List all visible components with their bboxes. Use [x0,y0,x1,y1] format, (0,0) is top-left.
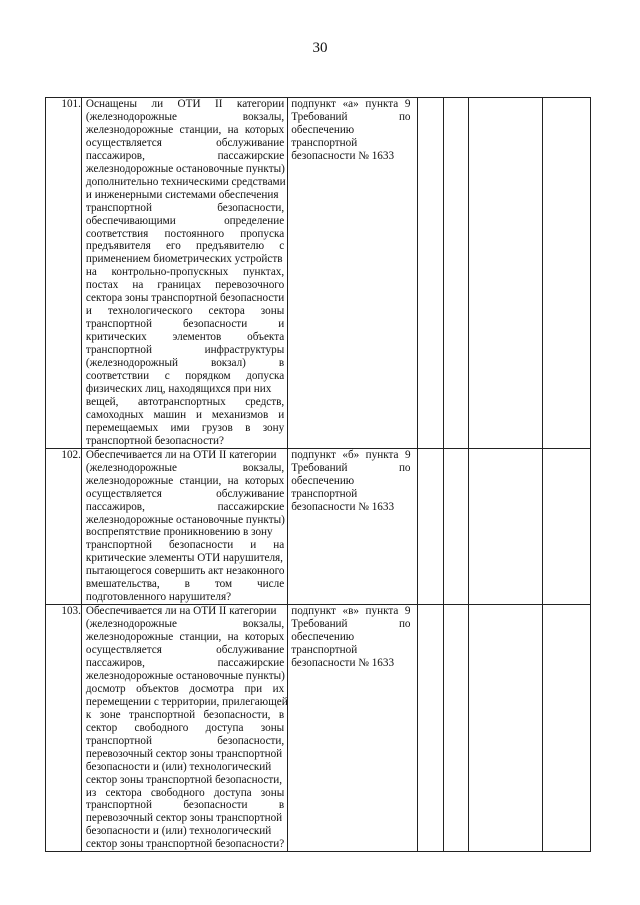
word: обеспечению [291,474,355,487]
word: безопасности, [217,201,285,214]
word: категории [236,98,285,110]
question-line [82,722,287,735]
empty-cell [417,98,444,449]
question-line [82,176,287,189]
word: досмотра [189,682,234,695]
word: перемещении с территории, прилегающей [85,695,288,708]
word: механизмов [211,408,269,421]
word: «а» [342,98,359,110]
word: соответствии [85,370,150,383]
word: (железнодорожные [85,461,177,474]
word: безопасности № 1633 [291,656,395,669]
word: подготовленного нарушителя? [85,591,232,604]
word: пытающегося совершить акт незаконного [85,565,285,578]
question-line [82,838,287,851]
question-line [82,98,287,111]
reference-line [288,644,416,657]
question-line [82,409,287,422]
question-line [82,124,287,137]
word: объекта [247,331,285,344]
word: обслуживание [216,487,285,500]
word: пассажирские [217,149,285,162]
word: определение [224,214,285,227]
word: (железнодорожные [85,110,177,123]
question-line [82,696,287,709]
word: воспрепятствие проникновению в зону [85,526,273,539]
reference-line [288,124,416,137]
word: транспортной безопасности? [85,434,224,447]
row-number: 103. [46,605,82,852]
word: которых [244,631,285,644]
question-line [82,422,287,435]
word: (железнодорожные [85,618,177,631]
word: безопасности [183,799,248,812]
word: транспортной [85,539,152,552]
word: по [398,618,411,631]
word: 9 [404,448,411,461]
word: обеспечению [291,631,355,644]
question-line [82,709,287,722]
word: безопасности, [217,734,285,747]
page-number: 30 [312,40,328,56]
question-line [82,475,287,488]
question-line [82,605,287,618]
question-cell [81,98,287,449]
reference-cell [288,605,417,852]
word: зоны [260,721,285,734]
word: Обеспечивается ли на ОТИ II категории [85,448,277,461]
reference-line [288,657,416,670]
word: Оснащены [85,98,138,110]
word: постах [85,279,119,292]
reference-line [288,475,416,488]
reference-line [288,501,416,514]
word: подпункт [291,448,336,461]
reference-line [288,150,416,163]
word: на [132,279,144,292]
word: зоны [260,305,285,318]
word: безопасности [182,318,248,331]
word: из [85,786,97,799]
word: железнодорожные остановочные пункты) [85,513,285,526]
word: ими [170,421,190,434]
word: критических [85,331,147,344]
word: транспортной [85,734,152,747]
row-number: 101. [46,98,82,449]
question-line [82,305,287,318]
reference-line [288,605,416,618]
word: Требований [291,618,348,631]
word: вокзалы, [242,461,285,474]
word: подпункт [291,605,336,618]
word: безопасности № 1633 [291,149,395,162]
word: на [85,266,97,279]
word: свободного [150,786,205,799]
word: том [214,578,233,591]
word: безопасности, [203,708,271,721]
question-line [82,825,287,838]
question-line [82,539,287,552]
word: безопасности № 1633 [291,500,395,513]
word: транспортной [291,136,358,149]
word: его [165,240,181,253]
empty-cell [542,448,590,604]
word: критические элементы ОТИ нарушителя, [85,552,283,565]
word: транспортной [85,201,152,214]
word: транспортной [291,644,358,657]
word: на [273,539,285,552]
word: применением биометрических устройств [85,253,283,266]
question-line [82,253,287,266]
word: зоны [260,786,285,799]
word: пунктах, [242,266,285,279]
word: и [195,408,202,421]
question-line [82,357,287,370]
word: перевозочный сектор зоны транспортной [85,812,283,825]
word: их [272,682,285,695]
word: обеспечивающими [85,214,176,227]
word: пункта [365,448,399,461]
word: станции, [179,123,222,136]
word: и [278,318,285,331]
word: контрольно-пропускных [111,266,229,279]
word: сектора [105,786,142,799]
word: на [227,123,239,136]
word: перемещаемых [85,421,159,434]
word: вокзал) [211,357,246,370]
word: транспортной [85,318,152,331]
word: осуществляется [85,644,162,657]
question-line [82,683,287,696]
word: инфраструктуры [204,344,285,357]
word: железнодорожные остановочные пункты) [85,669,285,682]
word: доступа [205,721,244,734]
question-line [82,488,287,501]
word: (железнодорожный [85,357,178,370]
question-line [82,501,287,514]
question-line [82,215,287,228]
word: станции, [179,631,222,644]
word: и [250,539,257,552]
reference-line [288,111,416,124]
reference-line [288,631,416,644]
word: железнодорожные [85,123,174,136]
reference-line [288,618,416,631]
question-line [82,150,287,163]
word: с [164,370,170,383]
question-cell [81,448,287,604]
table-row [46,98,591,449]
word: сектор зоны транспортной безопасности, [85,773,283,786]
empty-cell [444,605,469,852]
question-line [82,292,287,305]
word: станции, [179,474,222,487]
word: в [278,357,285,370]
question-line [82,774,287,787]
question-line [82,787,287,800]
question-line [82,318,287,331]
word: 9 [404,98,411,110]
question-line [82,514,287,527]
reference-cell [288,98,417,449]
word: безопасности и (или) технологический [85,760,272,773]
empty-cell [542,605,590,852]
word: элементов [172,331,222,344]
word: транспортной [85,799,152,812]
question-line [82,279,287,292]
question-line [82,799,287,812]
word: предъявителя [85,240,151,253]
word: соответствия [85,227,149,240]
question-line [82,189,287,202]
question-line [82,137,287,150]
word: пассажиров, [85,500,145,513]
question-line [82,618,287,631]
word: свободного [134,721,189,734]
question-line [82,644,287,657]
word: грузов [201,421,233,434]
word: подпункт [291,98,336,110]
reference-line [288,462,416,475]
word: II [215,98,223,110]
question-line [82,812,287,825]
word: в [278,799,285,812]
word: сектор [85,721,118,734]
word: доступа [213,786,252,799]
word: безопасности и (или) технологический [85,825,272,838]
word: предъявителю [195,240,265,253]
question-line [82,202,287,215]
word: пункта [365,98,399,110]
word: автотранспортных [137,395,226,408]
question-line [82,111,287,124]
word: в [278,708,285,721]
empty-cell [468,448,542,604]
word: физических лиц, находящихся при них [85,382,272,395]
word: обслуживание [216,644,285,657]
word: и [85,305,92,318]
word: «б» [342,448,360,461]
word: которых [244,123,285,136]
question-line [82,396,287,409]
table-row [46,605,591,852]
word: осуществляется [85,136,162,149]
word: Обеспечивается ли на ОТИ II категории [85,605,277,618]
word: и инженерными системами обеспечения [85,188,279,201]
question-line [82,591,287,604]
word: допуска [246,370,285,383]
question-line [82,657,287,670]
question-line [82,748,287,761]
word: которых [244,474,285,487]
word: по [398,110,411,123]
word: ли [151,98,164,110]
word: осуществляется [85,487,162,500]
word: обеспечению [291,123,355,136]
word: с [279,240,285,253]
word: машин [153,408,187,421]
empty-cell [444,98,469,449]
reference-line [288,449,416,462]
word: транспортной [129,708,196,721]
word: вокзалы, [242,618,285,631]
word: в [184,578,190,591]
word: транспортной [291,487,358,500]
question-line [82,552,287,565]
word: постоянного [164,227,225,240]
word: пассажиров, [85,149,145,162]
word: железнодорожные [85,631,174,644]
word: и [278,408,285,421]
reference-cell [288,448,417,604]
word: пассажиров, [85,656,145,669]
question-cell [81,605,287,852]
empty-cell [444,448,469,604]
word: железнодорожные остановочные пункты) [85,162,285,175]
empty-cell [468,98,542,449]
question-line [82,565,287,578]
empty-cell [417,448,444,604]
question-line [82,462,287,475]
reference-line [288,488,416,501]
question-line [82,670,287,683]
word: порядком [185,370,231,383]
question-line [82,331,287,344]
word: зону [262,421,285,434]
word: сектор зоны транспортной безопасности? [85,838,285,851]
reference-line [288,98,416,111]
question-line [82,370,287,383]
word: на [227,631,239,644]
word: в [245,421,251,434]
word: железнодорожные [85,474,174,487]
word: перевозочного [215,279,285,292]
word: вмешательства, [85,578,160,591]
question-line [82,163,287,176]
word: ОТИ [177,98,201,110]
word: Требований [291,461,348,474]
word: транспортной [85,344,152,357]
question-line [82,761,287,774]
question-line [82,228,287,241]
word: при [244,682,263,695]
word: 9 [404,605,411,618]
empty-cell [468,605,542,852]
question-line [82,449,287,462]
word: самоходных [85,408,144,421]
word: пассажирские [217,500,285,513]
word: обслуживание [216,136,285,149]
word: на [227,474,239,487]
word: сектора зоны транспортной безопасности [85,292,285,305]
word: к [85,708,92,721]
word: перевозочный сектор зоны транспортной [85,747,283,760]
word: пропуска [240,227,285,240]
word: дополнительно техническими средствами [85,175,286,188]
question-line [82,266,287,279]
empty-cell [417,605,444,852]
word: безопасности [168,539,234,552]
word: досмотр [85,682,126,695]
empty-cell [542,98,590,449]
question-line [82,526,287,539]
word: пассажирские [217,656,285,669]
reference-line [288,137,416,150]
word: технологического [107,305,193,318]
table-row [46,448,591,604]
row-number: 102. [46,448,82,604]
word: пункта [365,605,399,618]
question-line [82,735,287,748]
word: средств, [245,395,285,408]
question-line [82,344,287,357]
word: сектора [208,305,245,318]
word: вещей, [85,395,119,408]
question-line [82,631,287,644]
word: Требований [291,110,348,123]
question-line [82,435,287,448]
question-line [82,383,287,396]
word: по [398,461,411,474]
word: зоне [99,708,121,721]
question-line [82,240,287,253]
word: объектов [136,682,179,695]
word: «в» [342,605,359,618]
word: вокзалы, [242,110,285,123]
word: числе [257,578,285,591]
question-line [82,578,287,591]
word: границах [157,279,202,292]
requirements-table [45,97,591,852]
